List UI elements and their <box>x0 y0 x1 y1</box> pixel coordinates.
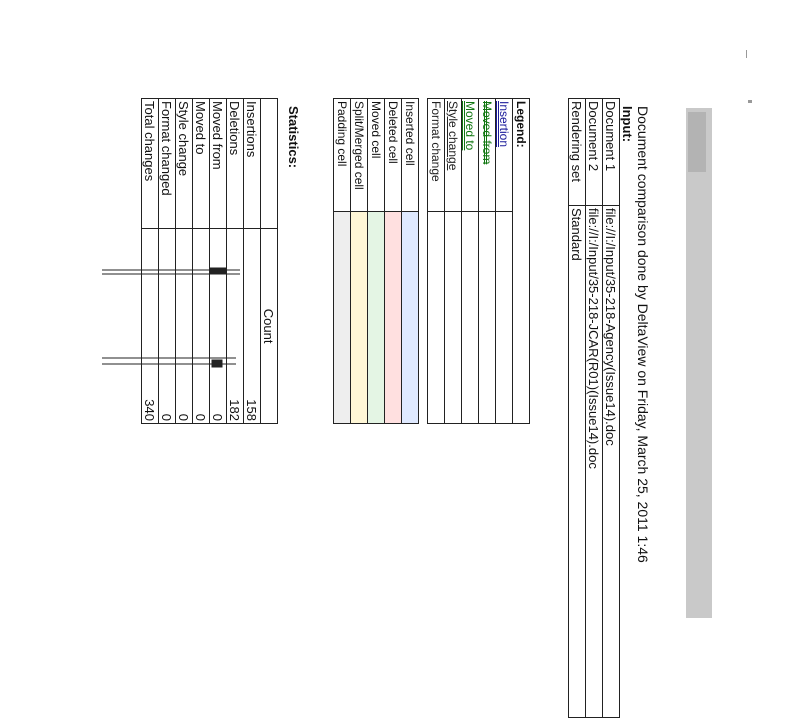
input-heading: Input: <box>620 106 635 143</box>
legend-split-merged-cell-label: Split/Merged cell <box>351 99 368 212</box>
legend-sample-cell <box>462 212 479 424</box>
legend-gap-row <box>419 99 428 424</box>
statistics-count-header: Count <box>261 229 278 424</box>
statistics-label: Deletions <box>227 99 244 229</box>
statistics-count: 0 <box>159 229 176 424</box>
legend-split-merged-cell-swatch <box>351 212 368 424</box>
statistics-label: Style change <box>176 99 193 229</box>
statistics-row-moved-from <box>210 99 227 424</box>
statistics-count: 340 <box>142 229 159 424</box>
input-row-document-2 <box>586 99 603 718</box>
statistics-row-deletions <box>227 99 244 424</box>
input-row-document-1 <box>603 99 620 718</box>
statistics-label: Moved to <box>193 99 210 229</box>
statistics-count: 182 <box>227 229 244 424</box>
deltaview-report <box>96 98 656 718</box>
input-row-rendering-set <box>569 99 586 718</box>
statistics-label: Moved from <box>210 99 227 229</box>
scanner-gray-band <box>686 108 712 618</box>
scanner-gray-tab <box>688 112 706 172</box>
scan-speck <box>746 50 747 58</box>
input-label: Rendering set <box>569 99 586 206</box>
legend-padding-cell-label: Padding cell <box>334 99 351 212</box>
input-value: file://I:/Input/35-218-JCAR(R01)(Issue14).doc <box>586 206 603 718</box>
legend-row-split-merged-cell <box>351 99 368 424</box>
statistics-count: 0 <box>193 229 210 424</box>
legend-heading: Legend: <box>513 99 530 424</box>
legend-sample-cell <box>479 212 496 424</box>
legend-row-moved-cell <box>368 99 385 424</box>
legend-heading-row <box>513 99 530 424</box>
legend-gap <box>419 99 428 424</box>
legend-table <box>333 98 530 424</box>
statistics-row-format-changed <box>159 99 176 424</box>
statistics-count: 0 <box>210 229 227 424</box>
statistics-label: Total changes <box>142 99 159 229</box>
legend-format-change-sample: Format change <box>428 99 445 212</box>
statistics-row-moved-to <box>193 99 210 424</box>
statistics-row-total-changes <box>142 99 159 424</box>
legend-sample-cell <box>496 212 513 424</box>
legend-inserted-cell-label: Inserted cell <box>402 99 419 212</box>
legend-moved-cell-swatch <box>368 212 385 424</box>
legend-moved-cell-label: Moved cell <box>368 99 385 212</box>
statistics-label: Format changed <box>159 99 176 229</box>
input-table <box>568 98 620 718</box>
legend-row-deleted-cell <box>385 99 402 424</box>
legend-row-inserted-cell <box>402 99 419 424</box>
legend-row-moved-from <box>479 99 496 424</box>
statistics-label: Insertions <box>244 99 261 229</box>
legend-sample-cell <box>445 212 462 424</box>
legend-deleted-cell-swatch <box>385 212 402 424</box>
statistics-header-row <box>261 99 278 424</box>
legend-row-format-change <box>428 99 445 424</box>
statistics-row-insertions <box>244 99 261 424</box>
legend-style-change-sample: Style change <box>445 99 462 212</box>
legend-moved-to-sample: Moved to <box>462 99 479 212</box>
statistics-count: 158 <box>244 229 261 424</box>
legend-inserted-cell-swatch <box>402 212 419 424</box>
input-value: file://I:/Input/35-218-Agency(Issue14).doc <box>603 206 620 718</box>
legend-row-padding-cell <box>334 99 351 424</box>
legend-deleted-cell-label: Deleted cell <box>385 99 402 212</box>
statistics-header-blank <box>261 99 278 229</box>
statistics-row-style-change <box>176 99 193 424</box>
input-label: Document 1 <box>603 99 620 206</box>
statistics-table <box>141 98 278 424</box>
report-title: Document comparison done by DeltaView on Friday, March 25, 2011 1:46 <box>635 106 651 563</box>
legend-sample-cell <box>428 212 445 424</box>
legend-row-insertion <box>496 99 513 424</box>
input-label: Document 2 <box>586 99 603 206</box>
scan-speck <box>748 100 752 103</box>
legend-padding-cell-swatch <box>334 212 351 424</box>
input-value: Standard <box>569 206 586 718</box>
legend-moved-from-sample: Moved from <box>479 99 496 212</box>
legend-row-moved-to <box>462 99 479 424</box>
legend-row-style-change <box>445 99 462 424</box>
statistics-count: 0 <box>176 229 193 424</box>
statistics-heading: Statistics: <box>286 106 301 169</box>
legend-insertion-sample: Insertion <box>496 99 513 212</box>
